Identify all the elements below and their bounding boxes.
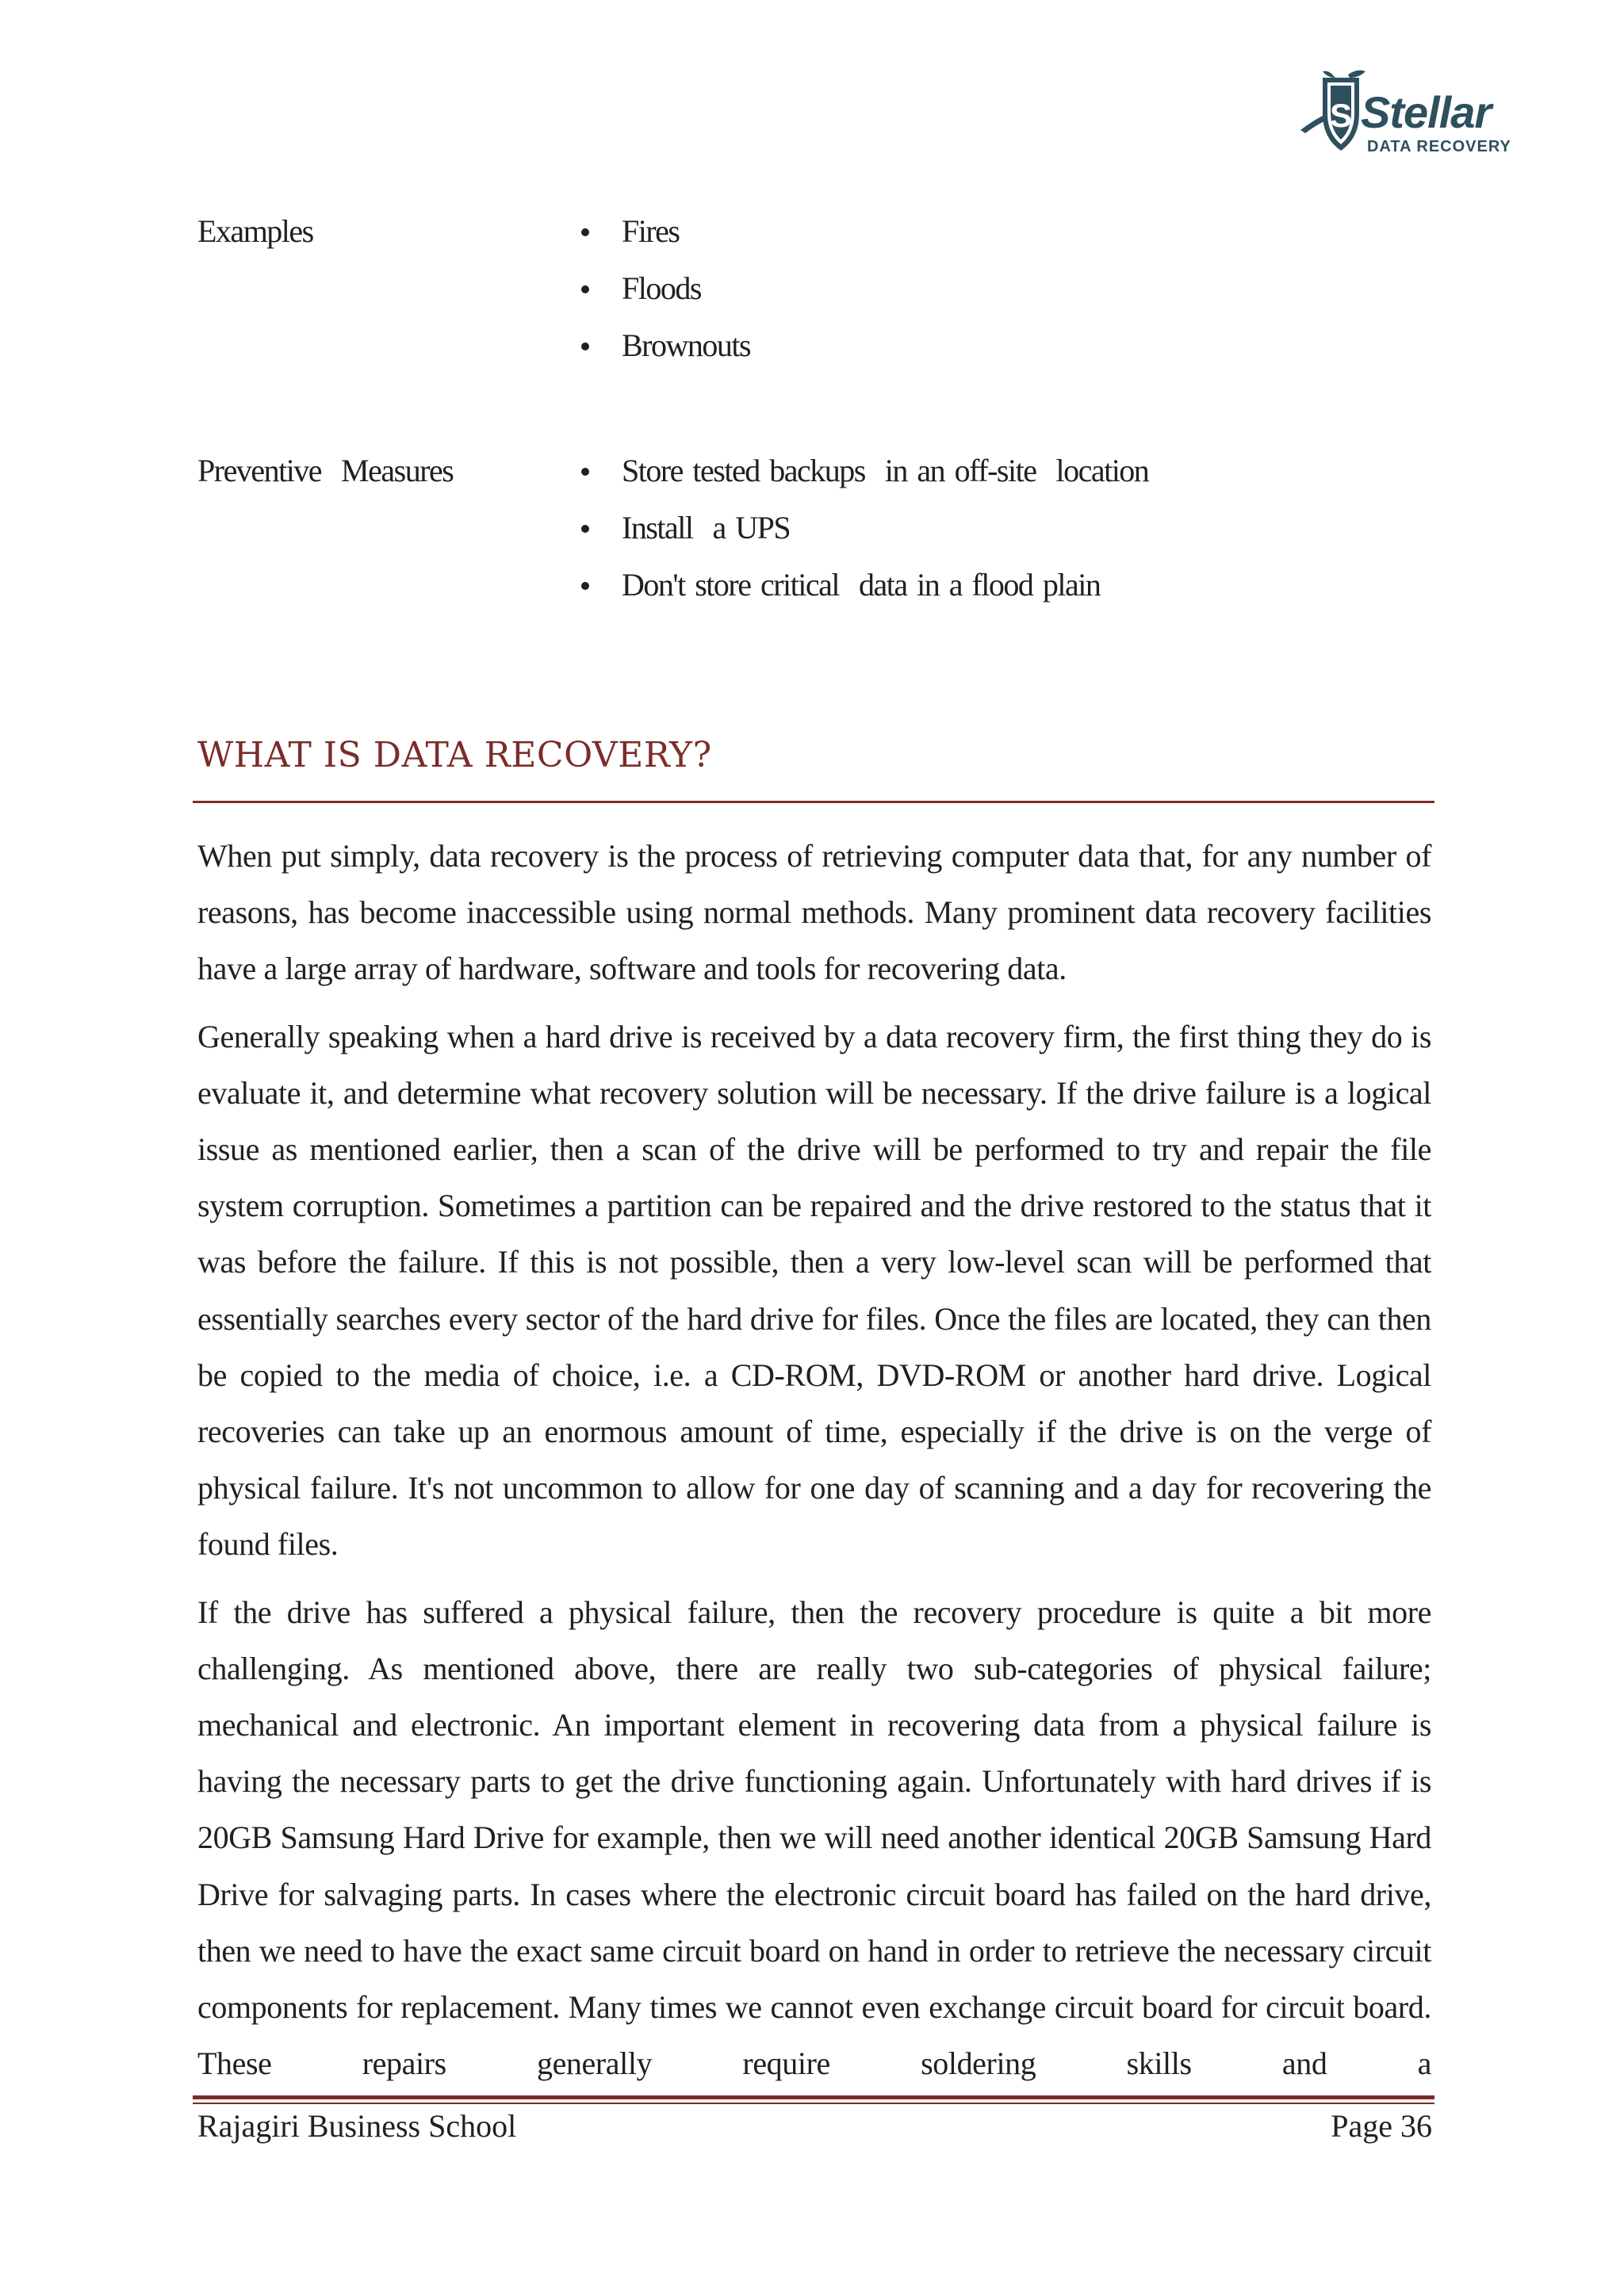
list-item: Brownouts — [581, 317, 750, 374]
list-item: Floods — [581, 260, 750, 317]
bullet-icon — [581, 468, 589, 476]
logo-brand: Stellar — [1361, 87, 1492, 137]
list-item: Don't store critical data in a flood plain — [581, 557, 1148, 614]
section-heading: WHAT IS DATA RECOVERY? — [197, 735, 712, 775]
row-label: Examples — [197, 213, 313, 249]
bullet-icon — [581, 228, 589, 236]
row-label: Preventive Measures — [197, 453, 454, 488]
svg-text:S: S — [1329, 97, 1353, 134]
list-item: Install a UPS — [581, 499, 1148, 557]
list-item: Store tested backups in an off-site location — [581, 442, 1148, 499]
heading-divider — [193, 801, 1434, 803]
bullet-icon — [581, 285, 589, 293]
footer-school-name: Rajagiri Business School — [197, 2108, 517, 2144]
paragraph: When put simply, data recovery is the process of retrieving computer data that, for any number of reasons, has become inaccessible using normal methods. Many prominent data recovery facilities have a large array of hardware, software and tools for recovering data. — [197, 838, 1431, 987]
footer-divider — [193, 2095, 1434, 2099]
examples-list — [581, 203, 750, 374]
list-item: Fires — [581, 203, 750, 260]
bullet-icon — [581, 525, 589, 533]
bullet-icon — [581, 342, 589, 350]
bullet-icon — [581, 582, 589, 590]
section-body — [197, 828, 1431, 2103]
paragraph: Generally speaking when a hard drive is received by a data recovery firm, the first thing they do is evaluate it, and determine what recovery solution will be necessary. If the drive failure is a logical issue as mentioned earlier, then a scan of the drive will be performed to try and repair the file system corruption. Sometimes a partition can be repaired and the drive restored to the status that it was before the failure. If this is not possible, then a very low-level scan will be performed that essentially searches every sector of the hard drive for files. Once the files are located, they can then be copied to the media of choice, i.e. a CD-ROM, DVD-ROM or another hard drive. Logical recoveries can take up an enormous amount of time, especially if the drive is on the verge of physical failure. It's not uncommon to allow for one day of scanning and a day for recovering the found files. — [197, 1018, 1431, 1563]
logo-tagline: DATA RECOVERY — [1367, 138, 1511, 155]
preventive-measures-list — [581, 442, 1148, 614]
footer-page-number: Page 36 — [1331, 2108, 1432, 2144]
paragraph: If the drive has suffered a physical failure, then the recovery procedure is quite a bit more challenging. As mentioned above, there are really two sub-categories of physical failure; mechanical and electronic. An important element in recovering data from a physical failure is having the necessary parts to get the drive functioning again. Unfortunately with hard drives if is 20GB Samsung Hard Drive for example, then we will need another identical 20GB Samsung Hard Drive for salvaging parts. In cases where the electronic circuit board has failed on the hard drive, then we need to have the exact same circuit board on hand in order to retrieve the necessary circuit components for replacement. Many times we cannot even exchange circuit board for circuit board. These repairs generally require soldering skills and a — [197, 1594, 1431, 2082]
